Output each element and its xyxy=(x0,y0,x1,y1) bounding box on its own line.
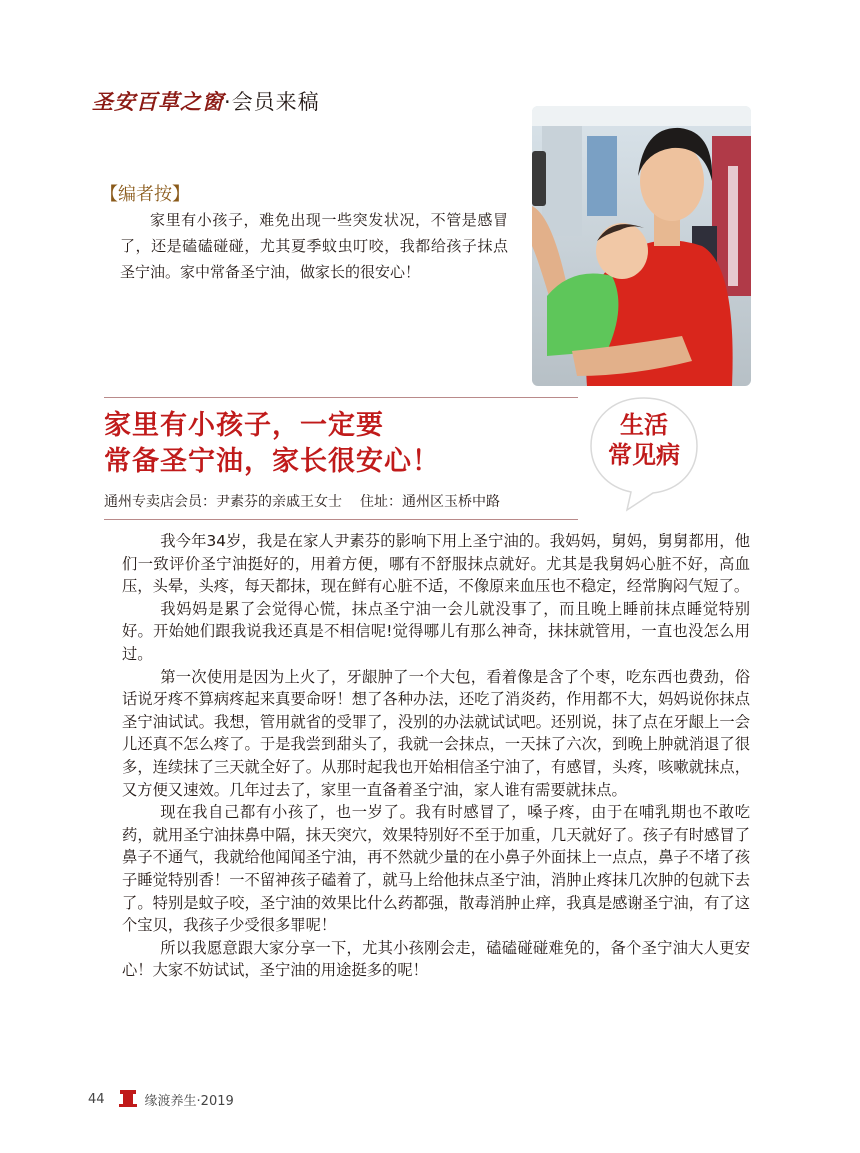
headline-line-2: 常备圣宁油，家长很安心！ xyxy=(104,446,440,477)
article-paragraph: 所以我愿意跟大家分享一下，尤其小孩刚会走，磕磕碰碰难免的，备个圣宁油大人更安心！大家不妨试试，圣宁油的用途挺多的呢！ xyxy=(122,938,750,980)
editor-note-title: 【编者按】 xyxy=(100,184,190,205)
author-info: 通州专卖店会员：尹素芬的亲戚王女士 xyxy=(104,494,342,510)
editor-note-text: 家里有小孩子，难免出现一些突发状况，不管是感冒了，还是磕磕碰碰，尤其夏季蚊虫叮咬，我都给孩子抹点圣宁油。家中常备圣宁油，做家长的很安心！ xyxy=(120,211,508,281)
header-separator: · xyxy=(224,90,232,114)
photo-illustration xyxy=(532,106,751,386)
page-footer xyxy=(88,1088,234,1110)
magazine-logo-icon xyxy=(117,1088,139,1110)
article-byline xyxy=(104,491,500,511)
article-body xyxy=(122,530,750,982)
byline-bottom-rule xyxy=(104,519,578,520)
article-paragraph: 我妈妈是累了会觉得心慌，抹点圣宁油一会儿就没事了，而且晚上睡前抹点睡觉特别好。开始她们跟我说我还真是不相信呢!觉得哪儿有那么神奇，抹抹就管用，一直也没怎么用过。 xyxy=(122,599,750,663)
section-name: 会员来稿 xyxy=(231,90,320,114)
category-bubble-text xyxy=(598,410,690,470)
category-line-2: 常见病 xyxy=(608,441,680,469)
author-address: 住址：通州区玉桥中路 xyxy=(360,494,500,510)
brand-name: 圣安百草之窗 xyxy=(92,89,224,114)
section-header xyxy=(92,86,320,116)
article-paragraph: 我今年34岁，我是在家人尹素芬的影响下用上圣宁油的。我妈妈，舅妈，舅舅都用，他们一致评价圣宁油挺好的，用着方便，哪有不舒服抹点就好。尤其是我舅妈心脏不好，高血压，头晕，头疼，每天都抹，现在鲜有心脏不适，不像原来血压也不稳定，经常胸闷气短了。 xyxy=(122,532,750,596)
category-line-1: 生活 xyxy=(620,411,668,439)
headline-top-rule xyxy=(104,397,578,398)
article-paragraph: 现在我自己都有小孩了，也一岁了。我有时感冒了，嗓子疼，由于在哺乳期也不敢吃药，就用圣宁油抹鼻中隔，抹天突穴，效果特别好不至于加重，几天就好了。孩子有时感冒了鼻子不通气，我就给他闻闻圣宁油，再不然就少量的在小鼻子外面抹上一点点，鼻子不堵了孩子睡觉特别香！一不留神孩子磕着了，就马上给他抹点圣宁油，消肿止疼抹几次肿的包就下去了。特别是蚊子咬，圣宁油的效果比什么药都强，散毒消肿止痒，我真是感谢圣宁油，有了这个宝贝，我孩子少受很多罪呢！ xyxy=(122,803,750,935)
magazine-name: 缘渡养生·2019 xyxy=(144,1093,234,1109)
article-headline xyxy=(104,408,584,480)
headline-line-1: 家里有小孩子，一定要 xyxy=(104,410,384,441)
mother-child-photo xyxy=(532,106,751,386)
article-paragraph: 第一次使用是因为上火了，牙龈肿了一个大包，看着像是含了个枣，吃东西也费劲，俗话说牙疼不算病疼起来真要命呀！想了各种办法，还吃了消炎药，作用都不大，妈妈说你抹点圣宁油试试。我想，管用就省的受罪了，没别的办法就试试吧。还别说，抹了点在牙龈上一会儿还真不怎么疼了。于是我尝到甜头了，我就一会抹点，一天抹了六次，到晚上肿就消退了很多，连续抹了三天就全好了。从那时起我也开始相信圣宁油了，有感冒，头疼，咳嗽就抹点，又方便又速效。几年过去了，家里一直备着圣宁油，家人谁有需要就抹点。 xyxy=(122,667,750,799)
page-number: 44 xyxy=(88,1091,105,1107)
editor-note-body xyxy=(120,207,508,285)
